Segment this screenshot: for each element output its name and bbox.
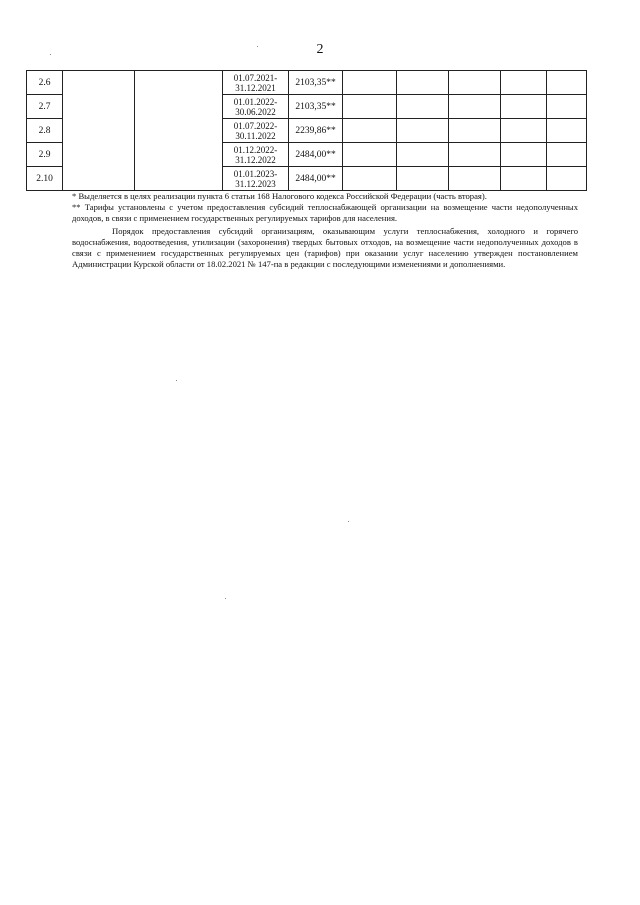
empty-cell — [547, 95, 587, 119]
footnotes — [72, 191, 578, 270]
empty-cell — [343, 71, 397, 95]
empty-cell — [397, 143, 449, 167]
period-cell: 01.12.2022- 31.12.2022 — [223, 143, 289, 167]
rate-cell: 2103,35** — [289, 95, 343, 119]
empty-cell — [449, 71, 501, 95]
row-number: 2.9 — [27, 143, 63, 167]
row-number: 2.7 — [27, 95, 63, 119]
empty-cell — [343, 119, 397, 143]
name-cell — [63, 71, 135, 191]
empty-cell — [397, 71, 449, 95]
empty-cell — [343, 95, 397, 119]
tariff-table-body — [27, 71, 587, 191]
empty-cell — [449, 143, 501, 167]
rate-cell: 2484,00** — [289, 167, 343, 191]
empty-cell — [501, 119, 547, 143]
table-row — [27, 71, 587, 95]
empty-cell — [449, 167, 501, 191]
period-cell: 01.01.2023- 31.12.2023 — [223, 167, 289, 191]
footnote-subsidy: ** Тарифы установлены с учетом предоставления субсидий теплоснабжающей организации на возмещение части недополученных доходов, в связи с применением государственных регулируемых тарифов для населения. — [72, 201, 578, 223]
empty-cell — [501, 167, 547, 191]
row-number: 2.8 — [27, 119, 63, 143]
empty-cell — [397, 167, 449, 191]
subsidy-procedure-paragraph: Порядок предоставления субсидий организациям, оказывающим услуги теплоснабжения, холодного и горячего водоснабжения, водоотведения, утилизации (захоронения) твердых бытовых отходов, на возмещение части недополученных доходов в связи с применением государственных регулируемых цен (тарифов) при оказании услуг населению утвержден постановлением Администрации Курской области от 18.02.2021 № 147-па в редакции с последующими изменениями и дополнениями. — [72, 226, 578, 269]
rate-cell: 2239,86** — [289, 119, 343, 143]
empty-cell — [501, 95, 547, 119]
empty-cell — [343, 143, 397, 167]
page-number: 2 — [316, 42, 324, 57]
consumer-cell — [135, 71, 223, 191]
empty-cell — [449, 119, 501, 143]
empty-cell — [547, 119, 587, 143]
empty-cell — [397, 95, 449, 119]
footnote-vat: * Выделяется в целях реализации пункта 6 статьи 168 Налогового кодекса Российской Федерации (часть вторая). — [72, 191, 487, 201]
empty-cell — [547, 143, 587, 167]
empty-cell — [397, 119, 449, 143]
empty-cell — [547, 71, 587, 95]
rate-cell: 2484,00** — [289, 143, 343, 167]
empty-cell — [547, 167, 587, 191]
row-number: 2.6 — [27, 71, 63, 95]
empty-cell — [449, 95, 501, 119]
period-cell: 01.07.2021- 31.12.2021 — [223, 71, 289, 95]
empty-cell — [501, 143, 547, 167]
tariff-table — [26, 70, 587, 191]
period-cell: 01.01.2022- 30.06.2022 — [223, 95, 289, 119]
empty-cell — [501, 71, 547, 95]
row-number: 2.10 — [27, 167, 63, 191]
rate-cell: 2103,35** — [289, 71, 343, 95]
period-cell: 01.07.2022- 30.11.2022 — [223, 119, 289, 143]
empty-cell — [343, 167, 397, 191]
